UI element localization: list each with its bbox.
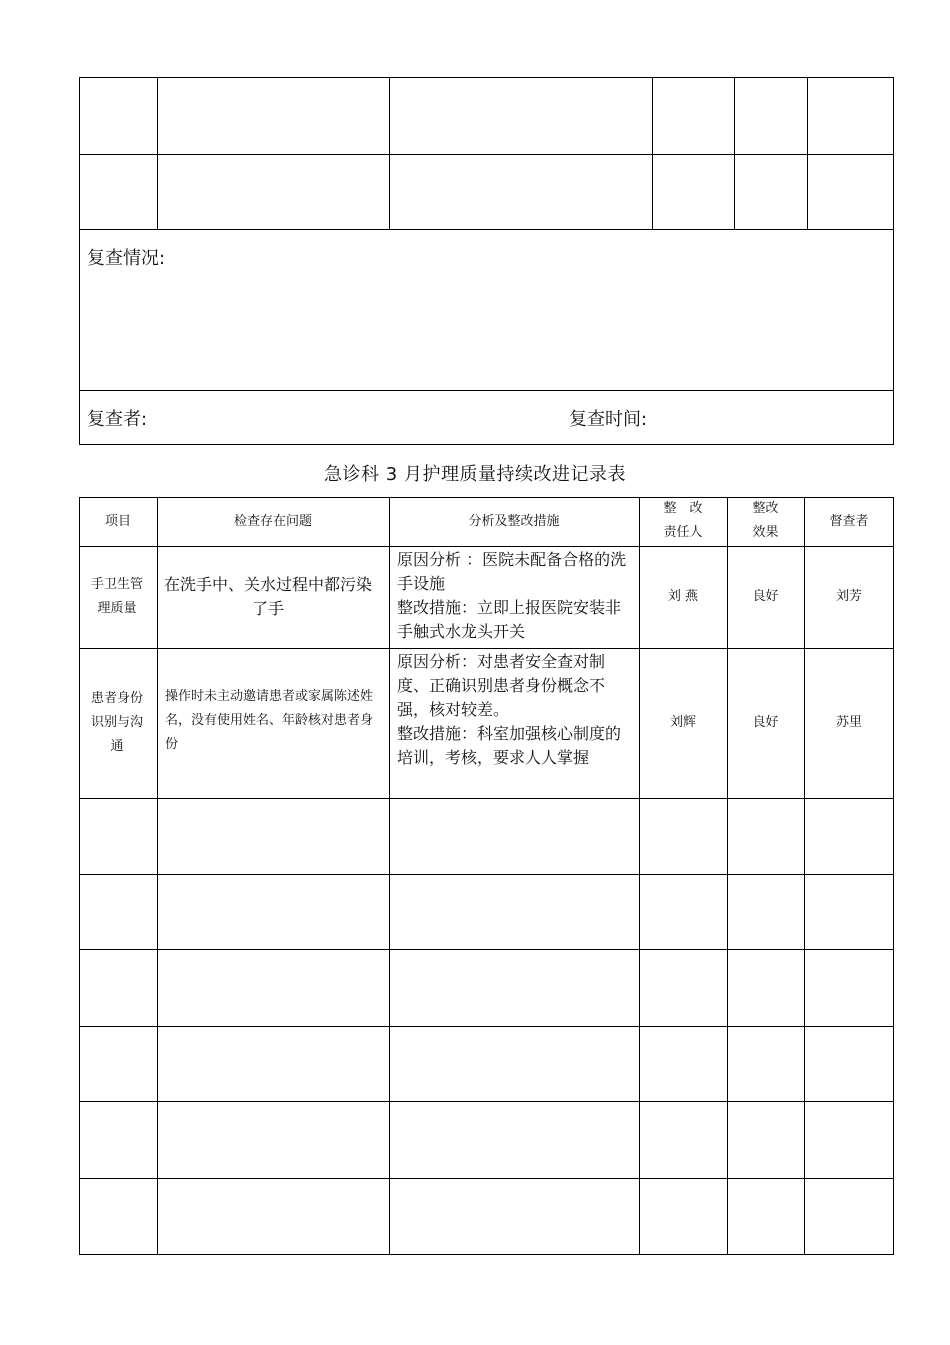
row1-effect: 良好 (752, 589, 779, 604)
row1-supervisor: 刘芳 (835, 589, 862, 604)
main-table-divider (79, 874, 894, 875)
row2-analysis: 原因分析：对患者安全查对制度、正确识别患者身份概念不强，核对较差。 整改措施：科室加强核心制度的培训，考核，要求人人掌握 (397, 652, 622, 767)
main-table-divider (79, 949, 894, 950)
row1-issue: 在洗手中、关水过程中都污染了手 (163, 575, 372, 618)
header-responsible-line1: 整 改 (663, 501, 703, 516)
main-table-divider (79, 1178, 894, 1179)
header-effect-line1: 整改 (752, 501, 779, 516)
top-table-divider (79, 154, 894, 155)
header-responsible (639, 497, 727, 546)
row2-supervisor: 苏里 (835, 715, 862, 730)
header-item: 项目 (104, 513, 131, 529)
row1-responsible: 刘 燕 (667, 589, 699, 604)
reviewer-label: 复查者: (87, 409, 148, 430)
main-table-divider (79, 798, 894, 799)
header-supervisor: 督查者 (829, 513, 869, 529)
header-effect-line2: 效果 (752, 525, 779, 540)
header-issue: 检查存在问题 (233, 513, 312, 529)
row2-effect: 良好 (752, 715, 779, 730)
header-analysis: 分析及整改措施 (468, 513, 560, 529)
main-table-divider (157, 497, 158, 1255)
row2-issue: 操作时未主动邀请患者或家属陈述姓名，没有使用姓名、年龄核对患者身份 (165, 689, 374, 752)
top-table-divider (79, 390, 894, 391)
row2-item: 患者身份识别与沟通 (90, 691, 143, 754)
main-table-divider (389, 497, 390, 1255)
main-table-divider (79, 1101, 894, 1102)
top-table-divider (79, 229, 894, 230)
header-effect (727, 497, 804, 546)
review-situation-label: 复查情况: (87, 248, 166, 269)
review-time-label: 复查时间: (569, 409, 648, 430)
row1-analysis: 原因分析 ：医院未配备合格的洗手设施 整改措施：立即上报医院安装非手触式水龙头开关 (397, 550, 627, 641)
row1-item: 手卫生管理质量 (90, 577, 143, 616)
header-responsible-line2: 责任人 (663, 525, 703, 540)
main-table-divider (79, 1026, 894, 1027)
page-title: 急诊科 3 月护理质量持续改进记录表 (324, 464, 626, 485)
row2-responsible: 刘辉 (669, 715, 696, 730)
